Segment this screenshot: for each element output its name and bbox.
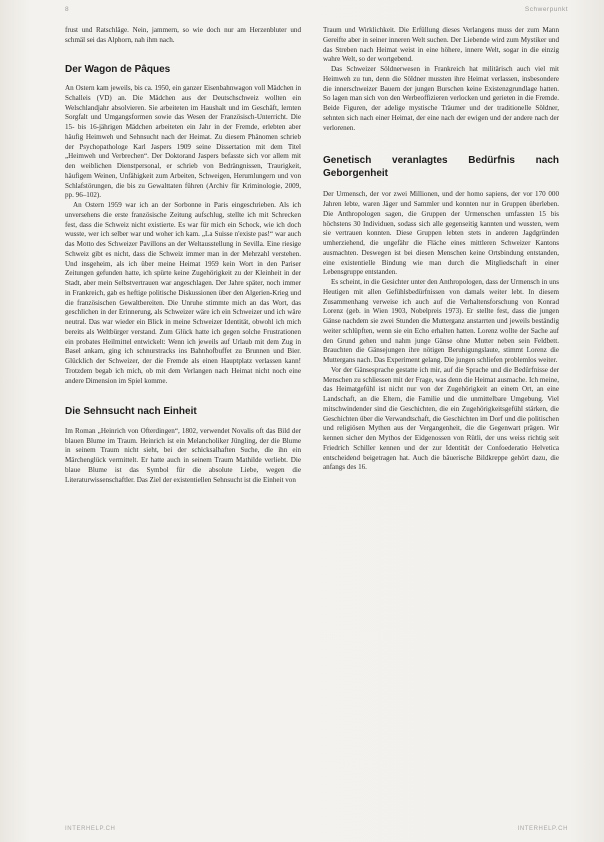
right-intro-paragraph-2: Das Schweizer Söldnerwesen in Frankreich hat militärisch auch viel mit Heimweh zu tun, denn die Söldner mussten ihre Heimat verlassen, insbesondere die innerschweizer Bauern der jungen Burschen keine Existenzgrundlage hatten. So lagen man sich von den Werbeoffizieren verlocken und gerieten in die Fremde. Beide Figuren, der adelige mystische Träumer und der traditionelle Söldner, sehnten sich nach einer Heimat, der eine nach der ewigen und der andere nach der verlorenen.	[323, 65, 559, 132]
right-intro-paragraph: Traum und Wirklichkeit. Die Erfüllung dieses Verlangens muss der zum Mann Gereifte aber in seiner inneren Welt suchen. Der Liebende wird zum Mystiker und das Streben nach Heimat weist in eine höhere, innere Welt, sogar in die einzig wahre Welt, so der wortgebend.	[323, 26, 559, 64]
wagon-paragraph-1: An Ostern kam jeweils, bis ca. 1950, ein ganzer Eisenbahnwagon voll Mädchen in Schalleis (VD) an. Die Mädchen aus der Deutschschweiz wollten ein Welschlandjahr absolvieren. Sie arbeiteten im Haushalt und im Geschäft, lernten Sorgfalt und Umgangsformen sowie das Wesen der Französisch-Unterricht. Die 15- bis 16-jährigen Mädchen arbeiteten ein Jahr in der Fremde, erlebten aber häufig Heimweh und Sehnsucht nach der Heimat. Zu diesem Phänomen schrieb der Psychopathologe Karl Jaspers 1909 seine Dissertation mit dem Titel „Heimweh und Verbrechen“. Der Doktorand Jaspers befasste sich vor allem mit den weiblichen Dienstpersonal, er schrieb von Bedrängnissen, Traurigkeit, häufigem Weinen, Unfähigkeit zum Arbeiten, Schweigen, Herumlungern und von Schlafstörungen, die bis zu Gewalttaten führen (Archiv für Kriminologie, 2009, pp. 96–102).	[65, 84, 301, 200]
section-label: Schwerpunkt	[524, 6, 568, 13]
left-column	[65, 26, 301, 485]
section-heading-genetisch: Genetisch veranlagtes Bedürfnis nach Geborgenheit	[323, 155, 559, 179]
left-intro-paragraph: frust und Ratschläge. Nein, jammern, so wie doch nur am Herzenbluter und schmäl sei das Alphorn, nah ihm nach.	[65, 26, 301, 44]
wagon-paragraph-2: An Ostern 1959 war ich an der Sorbonne in Paris eingeschrieben. Als ich unversehens die erste französische Zeitung aufschlug, stellte ich mit Schrecken fest, dass die Schweiz nicht existierte. Es war für mich ein Schock, wie ich doch wusste, wer ich selber war und woher ich kam. „La Suisse n'existe pas!“ war auch das Motto des Schweizer Pavillons an der Weltausstellung in Sevilla. Eine riesige Schweiz gibt es nicht, dass die Schweiz immer man in der Mehrzahl verstehen. Und insgeheim, als ich über meine Heimat 1959 kein Wort in den Pariser Zeitungen gefunden hatte, ich spürte keine Zugehörigkeit zu der Kleinheit in der Stadt, aber mein Selbstvertrauen war angeschlagen. Der Jahre später, noch immer in Frankreich, gab es heftige politische Diskussionen über den Algerien-Krieg und die französischen Gewaltbereiten. Die Unruhe stimmte mich an das Wort, das geschlichen in der Erinnerung, als Schweizer wäre ich ein Schweizer und ich wäre neutral. Das war wieder ein Blick in meine Schweizer Identität, obwohl ich mich bereits als Weltbürger verstand. Zum Glück hatte ich gegen solche Frustrationen ein probates Heilmittel entwickelt: Wenn ich jeweils auf Urlaub mit dem Zug in Basel ankam, ging ich schnurstracks ins Bahnhofbuffet zu Brunnen und Bier. Glücklich der Schweizer, der die Fremde als einen Hauptplatz verlassen kann! Trotzdem begab ich mich, ob mit dem Verlangen nach Heimat nicht noch eine andere Dimension im Spiel komme.	[65, 201, 301, 385]
sehnsucht-paragraph-1: Im Roman „Heinrich von Ofterdingen“, 1802, verwendet Novalis oft das Bild der blauen Blume im Traum. Heinrich ist ein Melancholiker Jüngling, der die Blume in seinem Traum nicht sieht, bei der schicksalhaften Suche, die ihn ein Märchenglück vermittelt. Er hatte auch in seinem Traum Mathilde verliebt. Die blaue Blume ist das Symbol für die absolute Liebe, wegen die Literaturwissenschaftler. Das Ziel der existentiellen Sehnsucht ist die Einheit von	[65, 426, 301, 484]
genetisch-paragraph-1: Der Urmensch, der vor zwei Millionen, und der homo sapiens, der vor 170 000 Jahren lebte, waren Jäger und Sammler und konnten nur in Gruppen überleben. Die Anthropologen sagen, die Gruppen der Urmenschen umfassten 15 bis höchstens 30 Individuen, sodass sich alle gegenseitig kannten und wussten, wem sie vertrauen konnten. Diese Gruppen lebten stets in anderen Jagdgründen umherziehend, die ungefähr die Fläche eines mittleren Schweizer Kantons ausmachten. Deswegen ist bei diesen Menschen keine Ortsbindung entstanden, eine existentielle Bindung wie man durch die Mitgliedschaft in einer Lebensgruppe entstanden.	[323, 190, 559, 277]
footer-right: INTERHELP.CH	[517, 826, 568, 832]
genetisch-paragraph-3: Vor der Gänsesprache gestatte ich mir, auf die Sprache und die Bedürfnisse der Menschen zu schliessen mit der Frage, was denn die Heimat ausmache. Ich meine, das Heimatgefühl ist nicht nur von der Zugehörigkeit an einem Ort, an eine Landschaft, an die Eltern, die Familie und die unmittelbare Umgebung. Viel mitschwindender sind die Geschichten, die ein Zugehörigkeitsgefühl stärken, die Geschichten über die Verwandtschaft, die Geschichten im Dorf und die politischen und religiösen Mythen aus der Vergangenheit, die die Gegenwart prägen. Wir kennen sicher den Mythos der Eidgenossen von Rütli, der uns weiss richtig seit Friedrich Schiller kennen und der zur Identität der Confoederatio Helvetica entscheidend beigetragen hat. Auch die bäuerische Bildkreppe gehört dazu, die anfangs des 16.	[323, 365, 559, 472]
page-number: 8	[65, 6, 69, 13]
genetisch-paragraph-2: Es scheint, in die Gesichter unter den Anthropologen, dass der Urmensch in uns Heutigen mit allen Gefühlsbedürfnissen von damals weiter lebt. In diesem Zusammenhang verweise ich auch auf die Verhaltensforschung von Konrad Lorenz (geb. in Wien 1903, Nobelpreis 1973). Er stellte fest, dass die jungen Gänse nachdem sie zwei Stunden die Mutterganz anstarrten und jeweils beständig weiter schlüpften, wenn sie ein Echo erhalten hatten. Lorenz wollte der Sache auf den Grund gehen und nahm junge Gänse ohne Mutter neben sein Feldbett. Brauchten die Gänsejungen ihre nötigen Beruhigungslaute, stimmt Lorenz die Muttergans nach. Das Experiment gelang. Die jungen schliefen problemlos weiter.	[323, 278, 559, 364]
footer-left: INTERHELP.CH	[65, 826, 116, 832]
section-heading-wagon: Der Wagon de Pâques	[65, 63, 171, 75]
right-column	[323, 26, 559, 473]
running-head	[65, 6, 568, 18]
section-heading-sehnsucht: Die Sehnsucht nach Einheit	[65, 406, 197, 418]
